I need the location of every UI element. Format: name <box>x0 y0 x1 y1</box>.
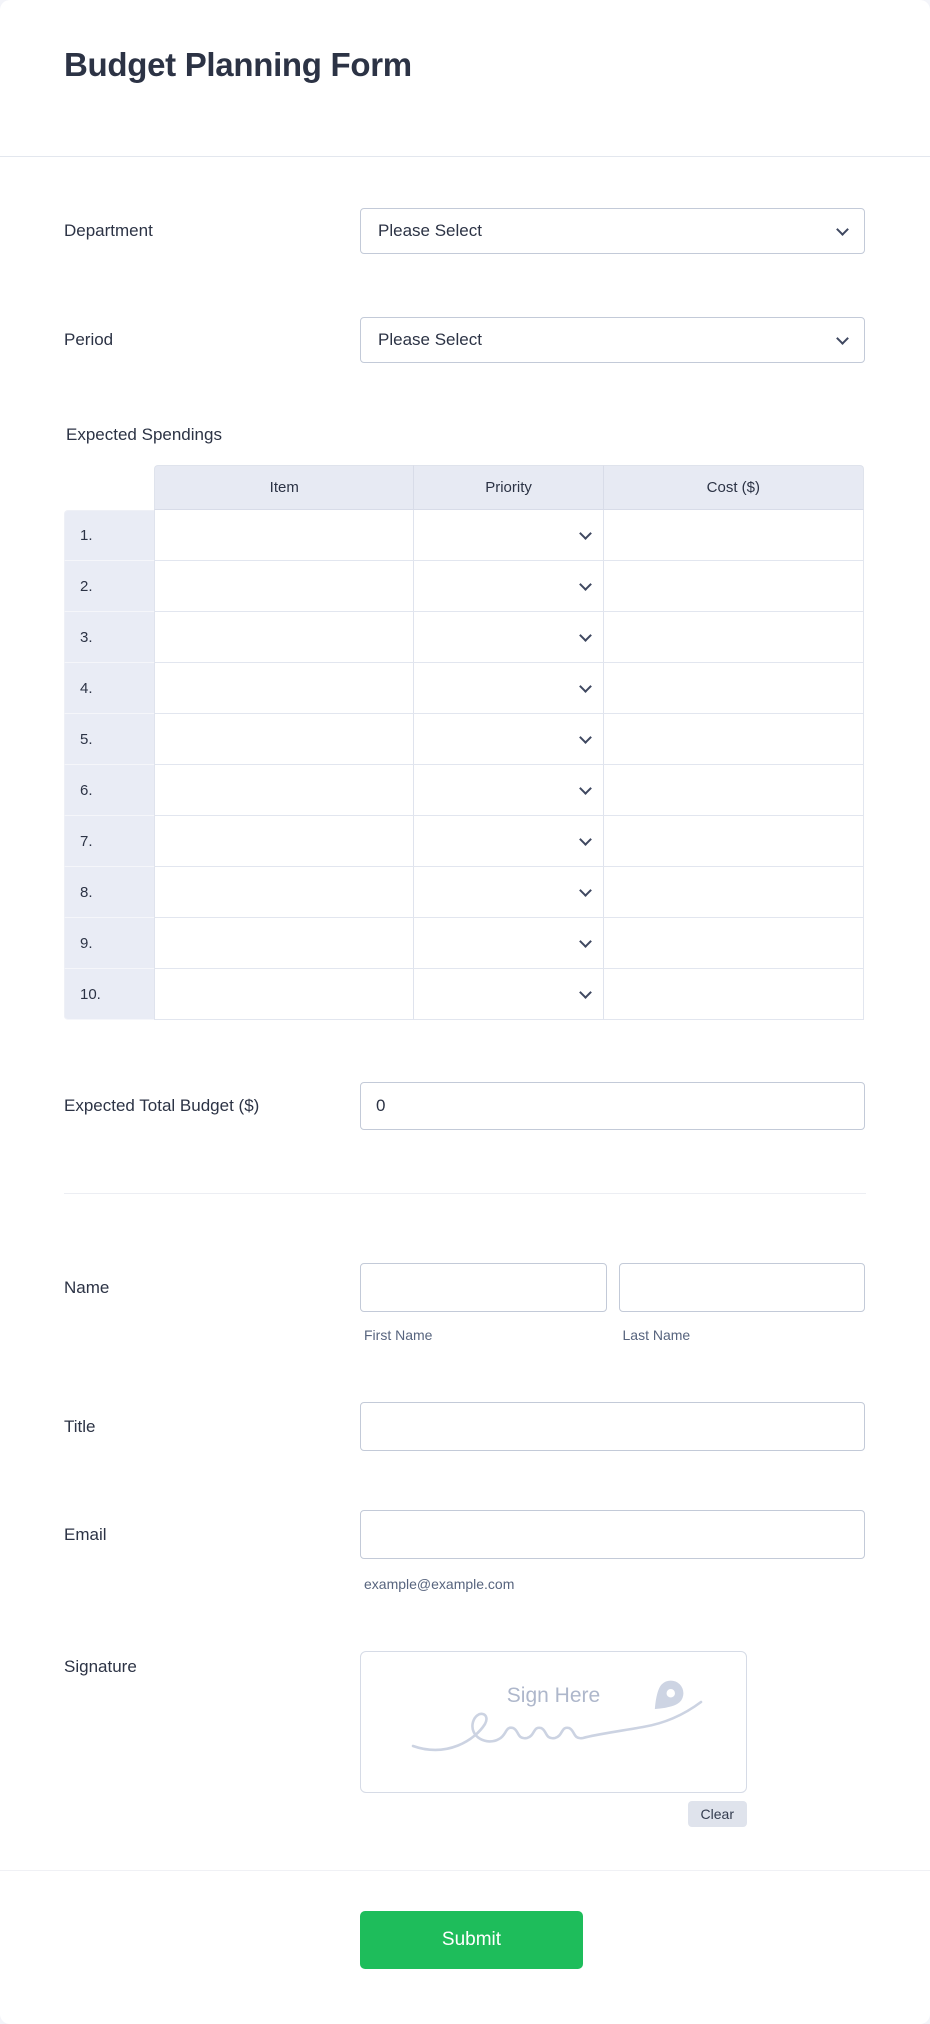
table-row <box>64 510 864 561</box>
email-sublabel: example@example.com <box>364 1576 515 1592</box>
item-input-cell[interactable] <box>154 765 413 816</box>
department-field <box>0 208 930 254</box>
title-field <box>0 1402 930 1451</box>
item-input-cell[interactable] <box>154 969 413 1020</box>
cost-input-cell[interactable] <box>603 816 864 867</box>
chevron-down-icon <box>579 833 592 846</box>
department-select-value: Please Select <box>378 221 482 240</box>
chevron-down-icon <box>579 731 592 744</box>
title-label: Title <box>64 1416 96 1436</box>
cost-input-cell[interactable] <box>603 918 864 969</box>
chevron-down-icon <box>579 680 592 693</box>
cost-input-cell[interactable] <box>603 561 864 612</box>
row-number: 8. <box>64 867 154 918</box>
column-header-priority: Priority <box>413 465 602 510</box>
chevron-down-icon <box>836 223 849 236</box>
name-field <box>0 1263 930 1343</box>
table-header-row <box>64 465 864 510</box>
form-header <box>0 0 930 157</box>
priority-select-cell[interactable] <box>413 714 602 765</box>
name-inputs-group <box>360 1263 865 1343</box>
chevron-down-icon <box>579 782 592 795</box>
column-header-item: Item <box>154 465 413 510</box>
priority-select-cell[interactable] <box>413 867 602 918</box>
total-budget-label: Expected Total Budget ($) <box>64 1096 260 1115</box>
page-title: Budget Planning Form <box>64 46 412 83</box>
priority-select-cell[interactable] <box>413 969 602 1020</box>
item-input-cell[interactable] <box>154 918 413 969</box>
priority-select-cell[interactable] <box>413 510 602 561</box>
row-number: 3. <box>64 612 154 663</box>
total-budget-input[interactable] <box>360 1082 865 1130</box>
cost-input-cell[interactable] <box>603 969 864 1020</box>
column-header-cost: Cost ($) <box>603 465 864 510</box>
table-row <box>64 561 864 612</box>
signature-field <box>0 1651 930 1827</box>
submit-button[interactable]: Submit <box>360 1911 583 1969</box>
item-input-cell[interactable] <box>154 867 413 918</box>
period-select[interactable] <box>360 317 865 363</box>
cost-input-cell[interactable] <box>603 714 864 765</box>
spendings-label: Expected Spendings <box>66 425 222 444</box>
spendings-section <box>0 425 930 1020</box>
table-row <box>64 765 864 816</box>
row-number: 7. <box>64 816 154 867</box>
row-number: 2. <box>64 561 154 612</box>
period-select-value: Please Select <box>378 330 482 349</box>
table-row <box>64 663 864 714</box>
name-label: Name <box>64 1277 110 1297</box>
signature-label: Signature <box>64 1657 137 1676</box>
priority-select-cell[interactable] <box>413 816 602 867</box>
chevron-down-icon <box>579 527 592 540</box>
period-label: Period <box>64 330 114 349</box>
signature-group <box>360 1651 747 1827</box>
item-input-cell[interactable] <box>154 510 413 561</box>
cost-input-cell[interactable] <box>603 510 864 561</box>
department-select[interactable] <box>360 208 865 254</box>
priority-select-cell[interactable] <box>413 561 602 612</box>
submit-section <box>0 1871 930 1969</box>
table-row <box>64 969 864 1020</box>
total-budget-field <box>0 1082 930 1130</box>
row-number: 6. <box>64 765 154 816</box>
signature-placeholder: Sign Here <box>506 1684 601 1707</box>
table-row <box>64 918 864 969</box>
signature-clear-button[interactable]: Clear <box>688 1801 747 1827</box>
cost-input-cell[interactable] <box>603 867 864 918</box>
priority-select-cell[interactable] <box>413 918 602 969</box>
email-input[interactable] <box>360 1510 865 1559</box>
last-name-input[interactable] <box>619 1263 866 1312</box>
email-field <box>0 1510 930 1592</box>
priority-select-cell[interactable] <box>413 765 602 816</box>
cost-input-cell[interactable] <box>603 765 864 816</box>
item-input-cell[interactable] <box>154 714 413 765</box>
last-name-sublabel: Last Name <box>622 1327 691 1343</box>
chevron-down-icon <box>836 332 849 345</box>
row-number: 1. <box>64 510 154 561</box>
table-row <box>64 714 864 765</box>
department-label: Department <box>64 221 153 240</box>
table-row <box>64 816 864 867</box>
table-row <box>64 612 864 663</box>
chevron-down-icon <box>579 986 592 999</box>
row-number: 5. <box>64 714 154 765</box>
cost-input-cell[interactable] <box>603 612 864 663</box>
table-corner-cell <box>64 465 154 510</box>
row-number: 10. <box>64 969 154 1020</box>
spendings-table <box>64 465 864 1020</box>
row-number: 4. <box>64 663 154 714</box>
signature-pad[interactable] <box>360 1651 747 1793</box>
item-input-cell[interactable] <box>154 561 413 612</box>
period-field <box>0 317 930 363</box>
item-input-cell[interactable] <box>154 612 413 663</box>
email-label: Email <box>64 1524 107 1544</box>
email-group <box>360 1510 865 1592</box>
title-input[interactable] <box>360 1402 865 1451</box>
item-input-cell[interactable] <box>154 663 413 714</box>
section-divider <box>64 1193 866 1194</box>
chevron-down-icon <box>579 629 592 642</box>
chevron-down-icon <box>579 884 592 897</box>
row-number: 9. <box>64 918 154 969</box>
chevron-down-icon <box>579 935 592 948</box>
first-name-input[interactable] <box>360 1263 607 1312</box>
first-name-sublabel: First Name <box>364 1327 433 1343</box>
cost-input-cell[interactable] <box>603 663 864 714</box>
chevron-down-icon <box>579 578 592 591</box>
table-row <box>64 867 864 918</box>
item-input-cell[interactable] <box>154 816 413 867</box>
priority-select-cell[interactable] <box>413 663 602 714</box>
priority-select-cell[interactable] <box>413 612 602 663</box>
